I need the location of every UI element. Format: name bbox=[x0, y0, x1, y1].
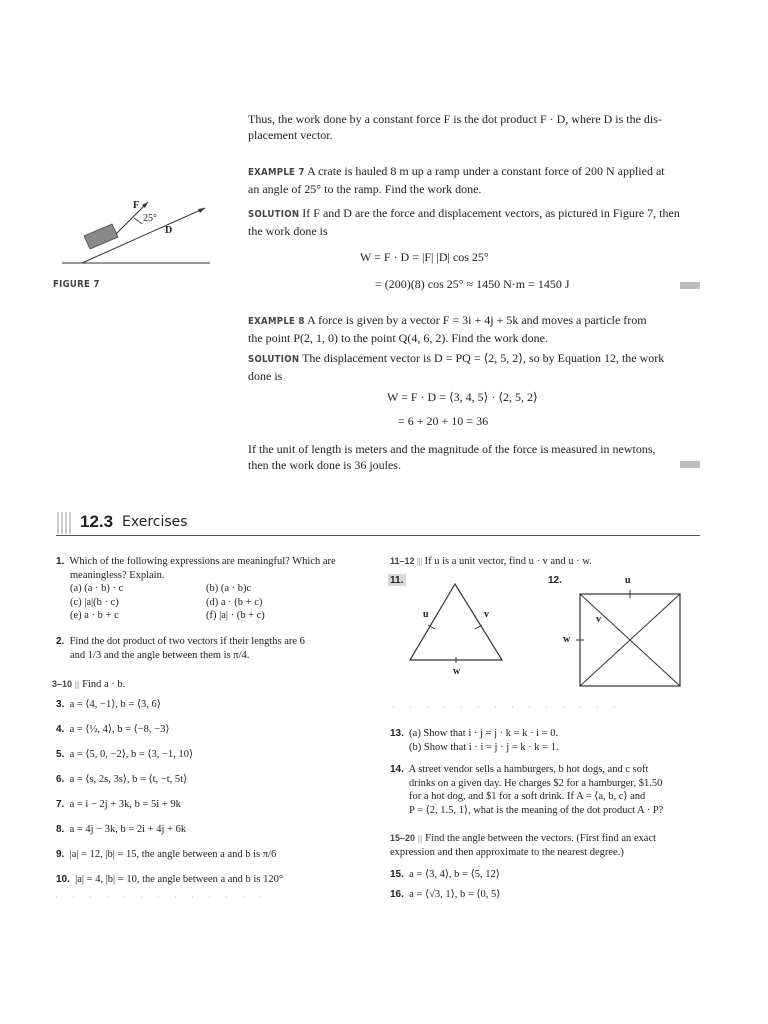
exercise-text: a = ⟨3, 4⟩, b = ⟨5, 12⟩ bbox=[409, 869, 500, 880]
exercise-1-part-e: (e) a · b + c bbox=[70, 610, 119, 621]
intro-line-1: Thus, the work done by a constant force F is the dot product F · D, where D is the dis- bbox=[248, 112, 662, 126]
example-8 bbox=[248, 312, 708, 346]
exercise-14-line-3: for a hot dog, and $1 for a soft drink. If A = ⟨a, b, c⟩ and bbox=[409, 791, 646, 802]
range-bars-icon: ||| bbox=[74, 680, 80, 689]
solution-8-equation-2: = 6 + 20 + 10 = 36 bbox=[398, 414, 489, 428]
list-item bbox=[56, 823, 376, 848]
solution-8-line-2: done is bbox=[248, 369, 283, 383]
exercise-1-part-b: (b) (a · b)c bbox=[206, 583, 252, 594]
exercise-text: a = ⟨s, 2s, 3s⟩, b = ⟨t, −t, 5t⟩ bbox=[69, 774, 188, 785]
exercise-12-label-v: v bbox=[596, 614, 601, 625]
exercise-14 bbox=[390, 763, 720, 817]
exercise-12-label-u: u bbox=[625, 575, 631, 586]
exercise-16 bbox=[390, 888, 710, 902]
section-title: Exercises bbox=[122, 514, 188, 530]
exercise-11-label-v: v bbox=[484, 609, 489, 620]
exercise-1-part-f: (f) |a| · (b + c) bbox=[206, 610, 265, 621]
exercise-text: a = ⟨√3, 1⟩, b = ⟨0, 5⟩ bbox=[409, 889, 501, 900]
solution-7-equation-1: W = F · D = |F| |D| cos 25° bbox=[360, 250, 489, 264]
intro-line-2: placement vector. bbox=[248, 128, 333, 142]
exercise-number: 5. bbox=[56, 749, 65, 760]
list-item bbox=[56, 848, 376, 873]
solution-7 bbox=[248, 205, 708, 239]
exercise-number: 16. bbox=[390, 889, 404, 900]
exercise-text: |a| = 4, |b| = 10, the angle between a and b is 120° bbox=[75, 874, 284, 885]
exercise-number: 3. bbox=[56, 699, 65, 710]
exercise-15 bbox=[390, 868, 710, 882]
figure-label-D: D bbox=[165, 225, 173, 236]
exercise-13-part-a: (a) Show that i · j = j · k = k · i = 0. bbox=[409, 728, 559, 739]
figure-label-angle: 25° bbox=[143, 213, 157, 224]
exercise-2 bbox=[56, 635, 366, 662]
solution-7-label: SOLUTION bbox=[248, 209, 300, 220]
exercise-number: 6. bbox=[56, 774, 65, 785]
list-item bbox=[56, 723, 376, 748]
exercise-11-number: 11. bbox=[390, 575, 404, 586]
figure-label-F: F bbox=[133, 200, 140, 211]
exercise-number: 4. bbox=[56, 724, 65, 735]
range-text: Find a · b. bbox=[82, 679, 126, 690]
range-bars-icon: ||| bbox=[417, 834, 423, 843]
range-15-20-header bbox=[390, 832, 720, 859]
range-label: 15–20 bbox=[390, 833, 416, 843]
exercise-1-line-1: Which of the following expressions are meaningful? Which are bbox=[69, 556, 336, 567]
range-label: 11–12 bbox=[390, 556, 415, 566]
end-of-example-marker bbox=[680, 282, 700, 289]
example-7-line-2: an angle of 25° to the ramp. Find the work done. bbox=[248, 182, 482, 196]
solution-8-line-1: The displacement vector is D = PQ = ⟨2, 5, 2⟩, so by Equation 12, the work bbox=[302, 351, 665, 365]
solution-7-line-1: If F and D are the force and displacement vectors, as pictured in Figure 7, then bbox=[302, 206, 680, 220]
example-8-line-1: A force is given by a vector F = 3i + 4j + 5k and moves a particle from bbox=[307, 313, 647, 327]
list-item bbox=[56, 773, 376, 798]
exercise-13-part-b: (b) Show that i · i = j · j = k · k = 1. bbox=[409, 741, 559, 753]
displacement-arrowhead bbox=[198, 208, 205, 213]
solution-7-equation-2: = (200)(8) cos 25° ≈ 1450 N·m = 1450 J bbox=[375, 277, 570, 291]
list-item bbox=[56, 798, 376, 823]
exercise-2-line-2: and 1/3 and the angle between them is π/4. bbox=[70, 649, 250, 661]
exercise-1-part-a: (a) (a · b) · c bbox=[70, 583, 124, 594]
section-number: 12.3 bbox=[80, 512, 114, 531]
range-3-10-header bbox=[52, 678, 125, 692]
exercise-text: a = ⟨5, 0, −2⟩, b = ⟨3, −1, 10⟩ bbox=[69, 749, 194, 760]
section-rule bbox=[56, 535, 700, 536]
exercise-14-line-2: drinks on a given day. He charges $2 for a hamburger, $1.50 bbox=[409, 777, 663, 789]
exercise-2-line-1: Find the dot product of two vectors if their lengths are 6 bbox=[69, 636, 305, 647]
range-text: If u is a unit vector, find u · v and u · w. bbox=[424, 556, 592, 567]
exercise-11-label-u: u bbox=[423, 609, 429, 620]
exercise-number: 15. bbox=[390, 869, 404, 880]
section-bars-icon bbox=[56, 512, 74, 534]
exercise-14-line-1: A street vendor sells a hamburgers, b hot dogs, and c soft bbox=[408, 764, 649, 775]
range-bars-icon: ||| bbox=[417, 557, 422, 566]
exercise-number: 2. bbox=[56, 636, 65, 647]
exercise-number: 1. bbox=[56, 556, 65, 567]
example-7 bbox=[248, 163, 708, 197]
exercise-14-line-4: P = ⟨2, 1.5, 1⟩, what is the meaning of the dot product A · P? bbox=[409, 804, 664, 816]
exercise-13 bbox=[390, 727, 710, 754]
conclusion-line-1: If the unit of length is meters and the magnitude of the force is measured in newtons, bbox=[248, 442, 656, 456]
solution-8-label: SOLUTION bbox=[248, 354, 300, 365]
example-7-line-1: A crate is hauled 8 m up a ramp under a constant force of 200 N applied at bbox=[307, 164, 665, 178]
exercise-number: 13. bbox=[390, 728, 404, 739]
solution-7-line-2: the work done is bbox=[248, 224, 328, 238]
exercise-1-part-c: (c) |a|(b · c) bbox=[70, 596, 119, 608]
exercise-list-3-10 bbox=[56, 698, 376, 898]
exercise-text: a = i − 2j + 3k, b = 5i + 9k bbox=[69, 799, 181, 810]
exercise-12-label-w: w bbox=[563, 634, 571, 645]
separator-dots: ············· bbox=[55, 892, 276, 902]
solution-8 bbox=[248, 350, 708, 384]
exercise-12-square bbox=[574, 588, 686, 692]
exercise-1-line-2: meaningless? Explain. bbox=[70, 569, 165, 581]
conclusion-line-2: then the work done is 36 joules. bbox=[248, 458, 401, 472]
example-8-label: EXAMPLE 8 bbox=[248, 316, 305, 327]
exercise-12-number: 12. bbox=[548, 575, 562, 586]
exercise-1-part-d: (d) a · (b + c) bbox=[206, 596, 263, 608]
solution-8-equation-1: W = F · D = ⟨3, 4, 5⟩ · ⟨2, 5, 2⟩ bbox=[387, 390, 538, 404]
exercise-text: a = ⟨4, −1⟩, b = ⟨3, 6⟩ bbox=[69, 699, 161, 710]
exercise-1 bbox=[56, 555, 366, 623]
exercise-number: 8. bbox=[56, 824, 65, 835]
triangle-shape bbox=[410, 584, 502, 660]
angle-arc bbox=[134, 218, 142, 224]
list-item bbox=[56, 748, 376, 773]
range-text-line-1: Find the angle between the vectors. (First find an exact bbox=[425, 833, 657, 844]
exercise-11-triangle bbox=[405, 580, 510, 675]
separator-dots: ·············· bbox=[392, 702, 630, 712]
exercise-text: a = ⟨½, 4⟩, b = ⟨−8, −3⟩ bbox=[69, 724, 170, 735]
range-11-12-header bbox=[390, 555, 592, 569]
example-8-line-2: the point P(2, 1, 0) to the point Q(4, 6, 2). Find the work done. bbox=[248, 331, 548, 345]
exercise-number: 9. bbox=[56, 849, 65, 860]
intro-text bbox=[248, 111, 708, 143]
range-label: 3–10 bbox=[52, 679, 73, 689]
exercise-number: 7. bbox=[56, 799, 65, 810]
exercise-number: 10. bbox=[56, 874, 70, 885]
figure-7-diagram bbox=[60, 196, 220, 271]
figure-7-caption: FIGURE 7 bbox=[53, 279, 100, 290]
solution-8-conclusion bbox=[248, 441, 718, 473]
exercise-text: |a| = 12, |b| = 15, the angle between a and b is π/6 bbox=[69, 849, 277, 860]
exercise-number: 14. bbox=[390, 764, 404, 775]
end-of-example-marker bbox=[680, 461, 700, 468]
range-text-line-2: expression and then approximate to the nearest degree.) bbox=[390, 846, 624, 858]
crate-box bbox=[84, 224, 118, 249]
exercise-11-label-w: w bbox=[453, 666, 461, 677]
example-7-label: EXAMPLE 7 bbox=[248, 167, 305, 178]
exercise-text: a = 4j − 3k, b = 2i + 4j + 6k bbox=[69, 824, 187, 835]
list-item bbox=[56, 698, 376, 723]
